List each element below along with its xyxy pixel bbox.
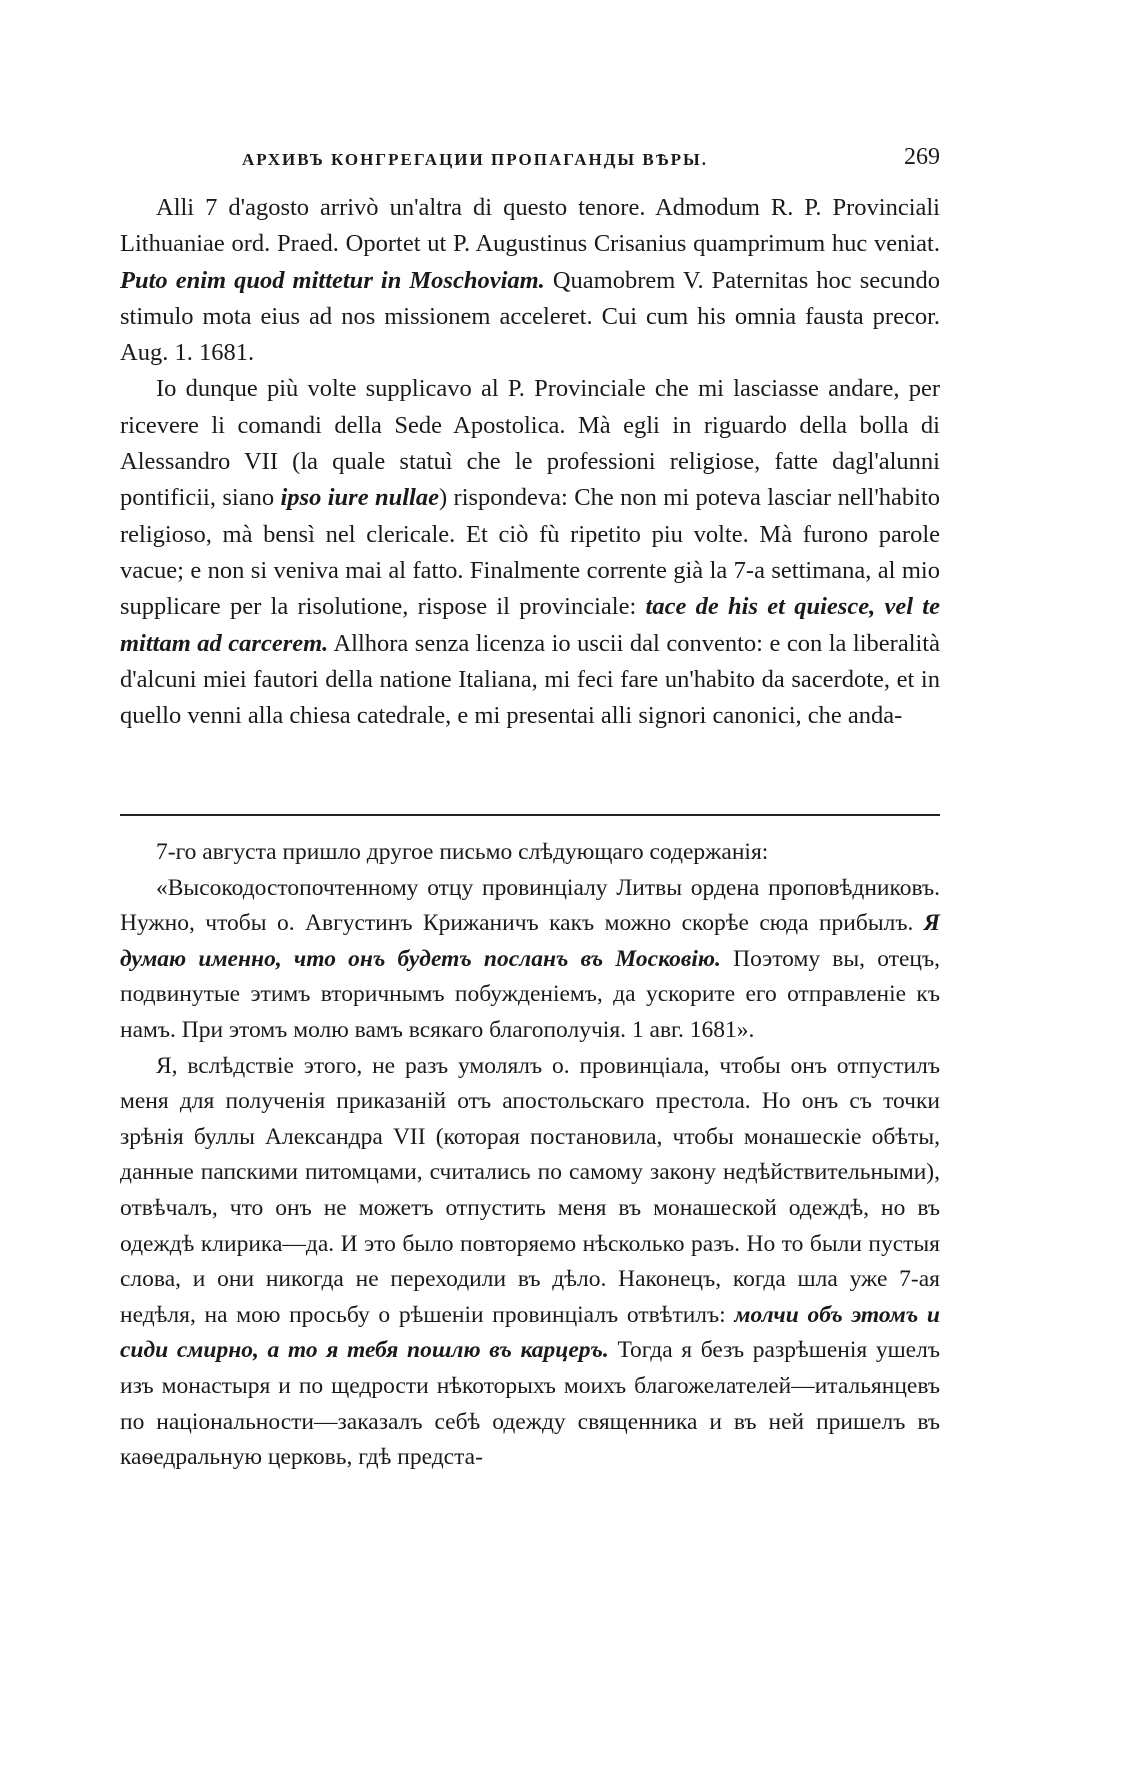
running-title: АРХИВЪ КОНГРЕГАЦИИ ПРОПАГАНДЫ ВѢРЫ. — [242, 150, 708, 169]
italian-paragraph-2 — [120, 371, 940, 734]
text-run: Quamobrem V. Paternitas hoc secundo stimulo mota eius ad nos missionem acceleret. Cui cum his omnia fausta precor. Aug. 1. 1681. — [120, 266, 940, 367]
italic-run: tace de his et quiesce, vel te mittam ad carcerem. — [120, 593, 940, 657]
russian-translation — [120, 835, 940, 1476]
text-run: ) rispondeva: Che non mi poteva lasciar nell'habito religioso, mà bensì nel clericale. Et ciò fù ripetito piu volte. Mà furono parole vacue; e non si veniva mai al fatto. Finalmente corrente già la 7-a settimana, al mio supplicare per la risolutione, rispose il provinciale: — [120, 484, 940, 621]
italic-run: Я думаю именно, что онъ будетъ посланъ въ Московію. — [120, 910, 940, 972]
italic-run: Puto enim quod mittetur in Moschoviam. — [120, 266, 545, 294]
text-run: Тогда я безъ разрѣшенія ушелъ изъ монастыря и по щедрости нѣкоторыхъ моихъ благожелателей—итальянцевъ по національности—заказалъ себѣ одежду священника и въ ней пришелъ въ каѳедральную церковь, гдѣ предста- — [120, 1337, 940, 1471]
russian-paragraph-2 — [120, 871, 940, 1049]
text-run: Поэтому вы, отецъ, подвинутые этимъ вторичнымъ побужденіемъ, да ускорите его отправленіе къ намъ. При этомъ молю вамъ всякаго благополучія. 1 авг. 1681». — [120, 945, 940, 1043]
italian-paragraph-1 — [120, 190, 940, 371]
italic-run: ipso iure nullae — [280, 484, 439, 512]
text-run: Allhora senza licenza io uscii dal convento: e con la liberalità d'alcuni miei fautori della natione Italiana, mi feci fare un'habito da sacerdote, et in quello venni alla chiesa catedrale, e mi presentai alli signori canonici, che anda- — [120, 629, 940, 730]
text-run: Alli 7 d'agosto arrivò un'altra di questo tenore. Admodum R. P. Provinciali Lithuaniae ord. Praed. Oportet ut P. Augustinus Crisanius quamprimum huc veniat. — [120, 194, 940, 258]
text-run: Io dunque più volte supplicavo al P. Provinciale che mi lasciasse andare, per ricevere li comandi della Sede Apostolica. Mà egli in riguardo della bolla di Alessandro VII (la quale statuì che le professioni religiose, fatte dagl'alunni pontificii, siano — [120, 375, 940, 512]
russian-paragraph-3 — [120, 1049, 940, 1476]
footnote-divider — [120, 814, 940, 816]
russian-paragraph-1: 7-го августа пришло другое письмо слѣдующаго содержанія: — [156, 839, 769, 865]
running-header — [120, 144, 940, 174]
italic-run: молчи объ этомъ и сиди смирно, а то я тебя пошлю въ карцеръ. — [120, 1301, 940, 1364]
text-run: Я, вслѣдствіе этого, не разъ умолялъ о. провинціала, чтобы онъ отпустилъ меня для полученія приказаній отъ апостольскаго престола. Но онъ съ точки зрѣнія буллы Александра VII (которая постановила, чтобы монашескіе обѣты, данные папскими питомцами, считались по самому закону недѣйствительными), отвѣчалъ, что онъ не можетъ отпустить меня въ монашеской одеждѣ, но въ одеждѣ клирика—да. И это было повторяемо нѣсколько разъ. Но то были пустыя слова, и они никогда не переходили въ дѣло. Наконецъ, когда шла уже 7-ая недѣля, на мою просьбу о рѣшеніи провинціалъ отвѣтилъ: — [120, 1052, 940, 1328]
italian-text — [120, 190, 940, 734]
page-number: 269 — [904, 144, 940, 170]
text-run: «Высокодостопочтенному отцу провинціалу Литвы ордена проповѣдниковъ. Нужно, чтобы о. Августинъ Крижаничъ какъ можно скорѣе сюда прибылъ. — [120, 874, 940, 937]
